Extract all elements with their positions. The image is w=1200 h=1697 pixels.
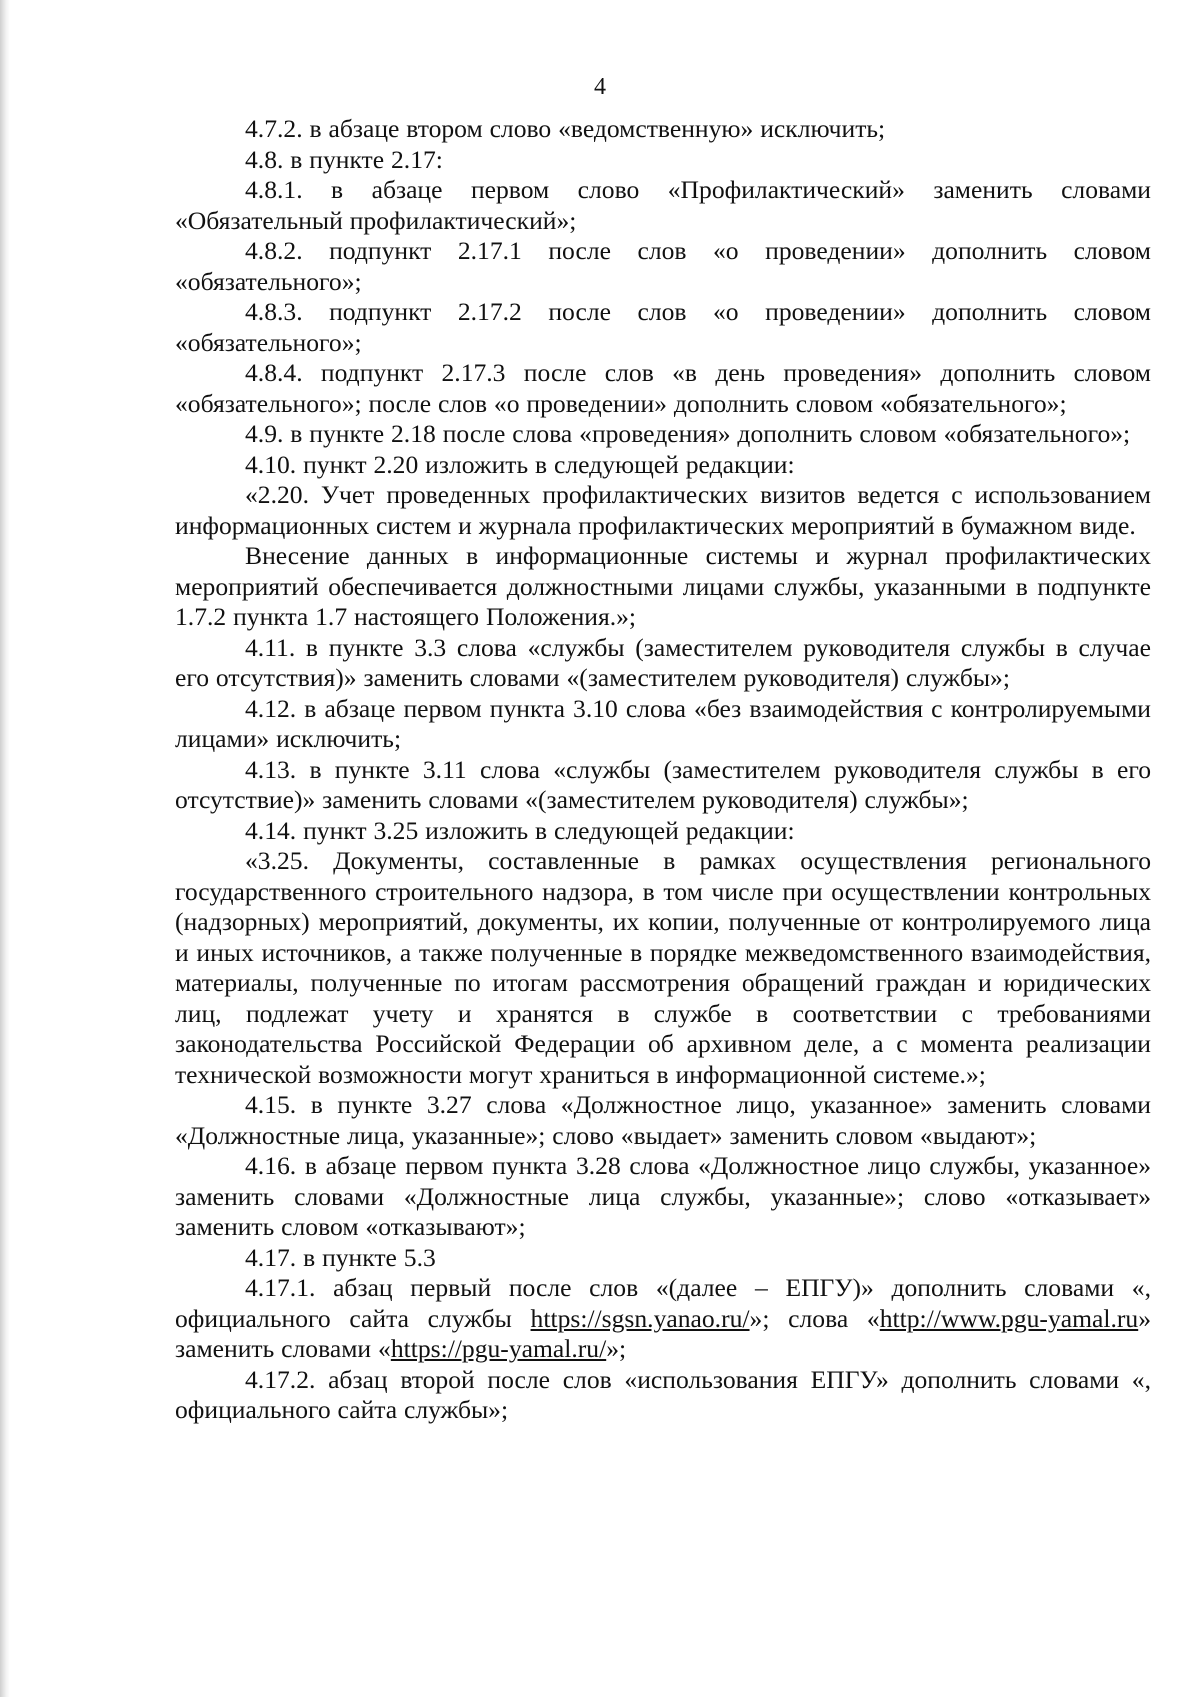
- document-paragraph: [175, 846, 1151, 1090]
- document-paragraph: [175, 297, 1151, 358]
- paragraph-text: 4.8.4. подпункт 2.17.3 после слов «в день проведения» дополнить словом «обязательного»; после слов «о проведении» дополнить словом «обязательного»;: [175, 358, 1151, 418]
- document-paragraph: [175, 633, 1151, 694]
- document-paragraph: [175, 480, 1151, 541]
- paragraph-text: 4.11. в пункте 3.3 слова «службы (заместителем руководителя службы в случае его отсутствия)» заменить словами «(заместителем руководителя) службы»;: [175, 632, 1151, 692]
- document-paragraph: [175, 145, 1151, 176]
- paragraph-text: 4.7.2. в абзаце втором слово «ведомственную» исключить;: [245, 114, 886, 143]
- paragraph-text: 4.8. в пункте 2.17:: [245, 144, 443, 174]
- hyperlink[interactable]: http://www.pgu-yamal.ru: [879, 1303, 1139, 1333]
- document-paragraph: [175, 541, 1151, 633]
- document-paragraph: [175, 419, 1151, 450]
- page-number: 4: [594, 74, 606, 100]
- hyperlink[interactable]: https://pgu-yamal.ru/: [390, 1334, 607, 1363]
- paragraph-text: »;: [606, 1334, 627, 1363]
- paragraph-text: »; слова «: [749, 1303, 880, 1333]
- paragraph-text: «2.20. Учет проведенных профилактических визитов ведется с использованием информационных систем и журнала профилактических мероприятий в бумажном виде.: [175, 480, 1151, 540]
- document-paragraph: [175, 1090, 1151, 1151]
- paragraph-text: 4.8.2. подпункт 2.17.1 после слов «о проведении» дополнить словом «обязательного»;: [175, 236, 1151, 296]
- document-paragraph: [175, 755, 1151, 816]
- paragraph-text: Внесение данных в информационные системы и журнал профилактических мероприятий обеспечивается должностными лицами службы, указанными в подпункте 1.7.2 пункта 1.7 настоящего Положения.»;: [175, 541, 1151, 631]
- document-paragraph: [175, 1365, 1151, 1426]
- paragraph-text: «3.25. Документы, составленные в рамках осуществления регионального государственного строительного надзора, в том числе при осуществлении контрольных (надзорных) мероприятий, документы, их копии, полученные от контролируемого лица и иных источников, а также полученные в порядке межведомственного взаимодействия, материалы, полученные по итогам рассмотрения обращений граждан и юридических лиц, подлежат учету и хранятся в службе в соответствии с требованиями законодательства Российской Федерации об архивном деле, а с момента реализации технической возможности могут храниться в информационной системе.»;: [175, 846, 1151, 1089]
- paragraph-text: 4.15. в пункте 3.27 слова «Должностное лицо, указанное» заменить словами «Должностные лица, указанные»; слово «выдает» заменить словом «выдают»;: [175, 1090, 1151, 1150]
- hyperlink[interactable]: https://sgsn.yanao.ru/: [530, 1303, 750, 1333]
- document-body: [175, 114, 1151, 1426]
- paragraph-text: 4.16. в абзаце первом пункта 3.28 слова «Должностное лицо службы, указанное» заменить словами «Должностные лица службы, указанные»; слово «отказывает» заменить словом «отказывают»;: [175, 1151, 1151, 1241]
- paragraph-text: 4.10. пункт 2.20 изложить в следующей редакции:: [245, 449, 795, 479]
- paragraph-text: 4.8.1. в абзаце первом слово «Профилактический» заменить словами «Обязательный профилактический»;: [175, 175, 1151, 235]
- paragraph-text: 4.17.2. абзац второй после слов «использования ЕПГУ» дополнить словами «, официального сайта службы»;: [175, 1364, 1151, 1424]
- document-paragraph: [175, 816, 1151, 847]
- scan-page-edge: [0, 0, 10, 1697]
- document-paragraph: [175, 1151, 1151, 1243]
- document-paragraph: [175, 1243, 1151, 1274]
- paragraph-text: 4.17.1. абзац первый после слов «(далее – ЕПГУ)» дополнить словами «, официального сайта службы: [175, 1273, 1151, 1333]
- document-paragraph: [175, 450, 1151, 481]
- document-paragraph: [175, 175, 1151, 236]
- paragraph-text: 4.13. в пункте 3.11 слова «службы (заместителем руководителя службы в его отсутствие)» заменить словами «(заместителем руководителя) службы»;: [175, 754, 1151, 814]
- document-paragraph: [175, 694, 1151, 755]
- paragraph-text: 4.14. пункт 3.25 изложить в следующей редакции:: [245, 815, 795, 845]
- document-paragraph: [175, 1273, 1151, 1365]
- document-paragraph: [175, 358, 1151, 419]
- paragraph-text: 4.9. в пункте 2.18 после слова «проведения» дополнить словом «обязательного»;: [245, 419, 1131, 448]
- paragraph-text: 4.8.3. подпункт 2.17.2 после слов «о проведении» дополнить словом «обязательного»;: [175, 297, 1151, 357]
- document-paragraph: [175, 114, 1151, 145]
- document-paragraph: [175, 236, 1151, 297]
- paragraph-text: 4.12. в абзаце первом пункта 3.10 слова «без взаимодействия с контролируемыми лицами» исключить;: [175, 693, 1151, 753]
- paragraph-text: 4.17. в пункте 5.3: [245, 1242, 436, 1272]
- paragraph-text: » заменить словами «: [175, 1303, 1151, 1363]
